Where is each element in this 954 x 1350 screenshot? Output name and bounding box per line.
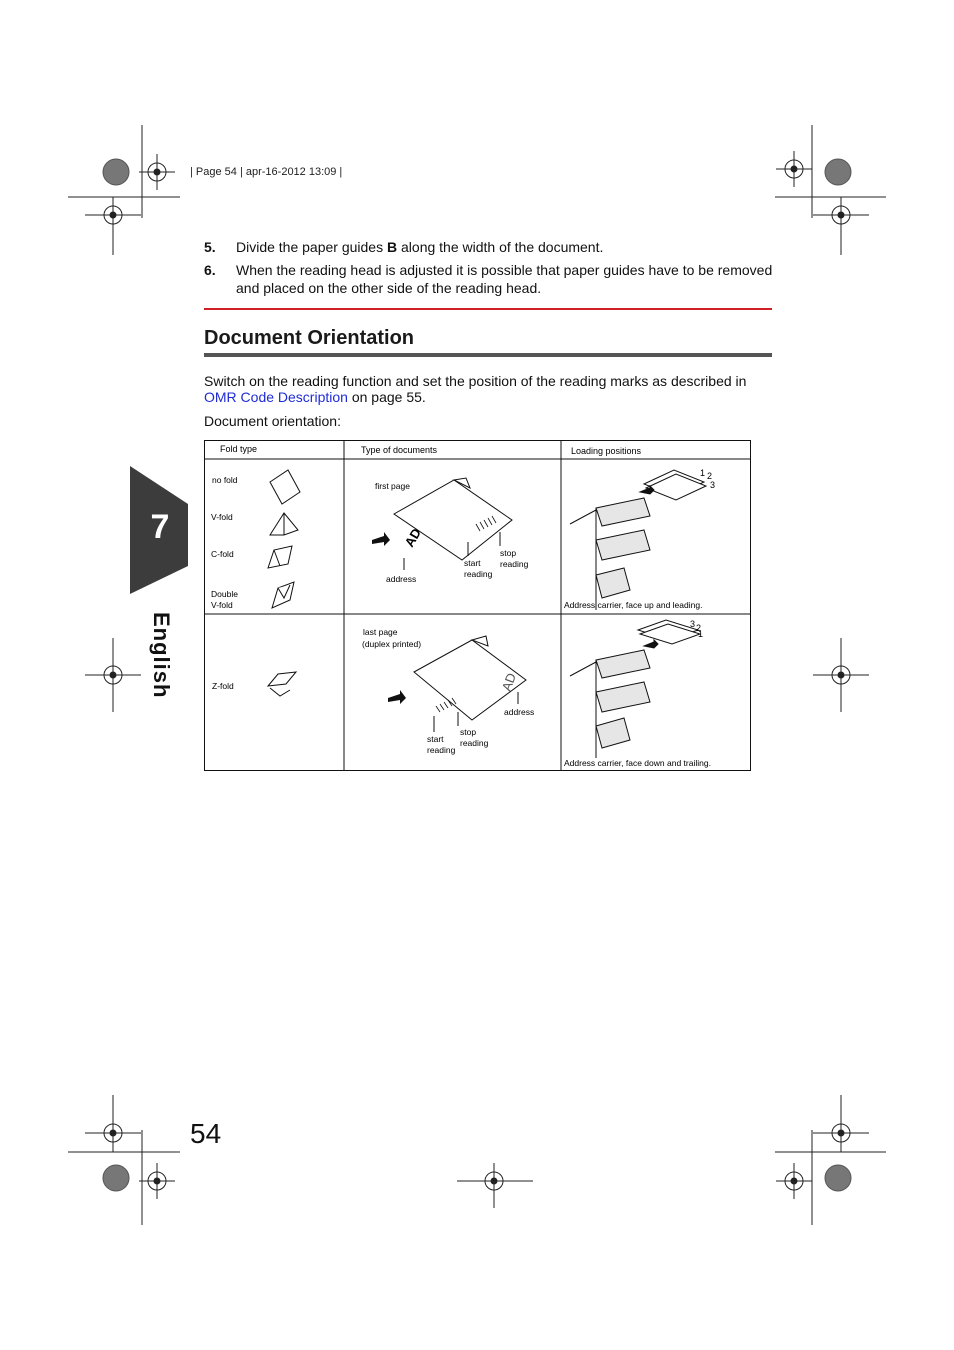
no-fold-icon xyxy=(270,470,300,504)
fold-label: C-fold xyxy=(211,549,234,559)
section-title: Document Orientation xyxy=(204,327,415,349)
loading-machine-illustration xyxy=(570,620,700,758)
stack-number: 3 xyxy=(710,480,716,490)
chapter-number: 7 xyxy=(150,508,170,546)
doc-label: (duplex printed) xyxy=(362,639,422,649)
loading-caption: Address carrier, face down and trailing. xyxy=(564,758,711,768)
header-loading-positions: Loading positions xyxy=(571,446,642,456)
section-divider xyxy=(204,308,772,310)
step-number: 6. xyxy=(204,262,216,278)
orientation-table xyxy=(204,440,752,772)
fold-label: V-fold xyxy=(211,600,233,610)
doc-label: first page xyxy=(375,481,410,491)
language-label: English xyxy=(149,612,174,699)
page-number: 54 xyxy=(190,1118,222,1149)
step-number: 5. xyxy=(204,239,216,255)
last-page-illustration xyxy=(388,636,526,732)
doc-label: reading xyxy=(464,569,493,579)
doc-label: stop xyxy=(500,548,517,558)
fold-label: Double xyxy=(211,589,238,599)
doc-label: reading xyxy=(500,559,529,569)
step-text: When the reading head is adjusted it is possible that paper guides have to be removed and placed on the other side of the reading head. xyxy=(236,262,773,296)
figure-caption: Document orientation: xyxy=(204,413,341,429)
address-mark: AD xyxy=(401,525,424,550)
step-6 xyxy=(204,261,784,301)
header-type-of-documents: Type of documents xyxy=(361,445,438,455)
intro-paragraph: Switch on the reading function and set the position of the reading marks as described in OMR Code Description on page 55. xyxy=(204,373,747,405)
address-mark-reversed: AD xyxy=(498,670,519,694)
doc-label: reading xyxy=(460,738,489,748)
step-text: Divide the paper guides B along the width of the document. xyxy=(236,239,604,255)
fold-label: no fold xyxy=(212,475,238,485)
fold-label: Z-fold xyxy=(212,681,234,691)
loading-caption: Address carrier, face up and leading. xyxy=(564,600,703,610)
guide-letter: B xyxy=(387,239,398,255)
loading-machine-illustration xyxy=(570,470,706,610)
doc-label: stop xyxy=(460,727,477,737)
doc-label: last page xyxy=(363,627,398,637)
doc-label: address xyxy=(504,707,535,717)
stack-number: 1 xyxy=(700,468,706,478)
fold-label: V-fold xyxy=(211,512,233,522)
omr-code-link[interactable]: OMR Code Description xyxy=(204,389,348,405)
print-header: | Page 54 | apr-16-2012 13:09 | xyxy=(190,166,343,178)
z-fold-icon xyxy=(268,672,296,696)
v-fold-icon xyxy=(270,513,298,535)
double-v-fold-icon xyxy=(272,582,294,608)
step-5 xyxy=(204,238,784,258)
stack-number: 2 xyxy=(696,623,702,633)
stack-number: 1 xyxy=(698,629,704,639)
stack-number: 3 xyxy=(690,619,696,629)
doc-label: reading xyxy=(427,745,456,755)
title-underline xyxy=(204,353,772,357)
first-page-illustration xyxy=(372,478,512,570)
header-fold-type: Fold type xyxy=(220,444,258,454)
doc-label: start xyxy=(464,558,481,568)
doc-label: address xyxy=(386,574,417,584)
doc-label: start xyxy=(427,734,444,744)
stack-number: 2 xyxy=(707,471,713,481)
c-fold-icon xyxy=(268,546,292,568)
